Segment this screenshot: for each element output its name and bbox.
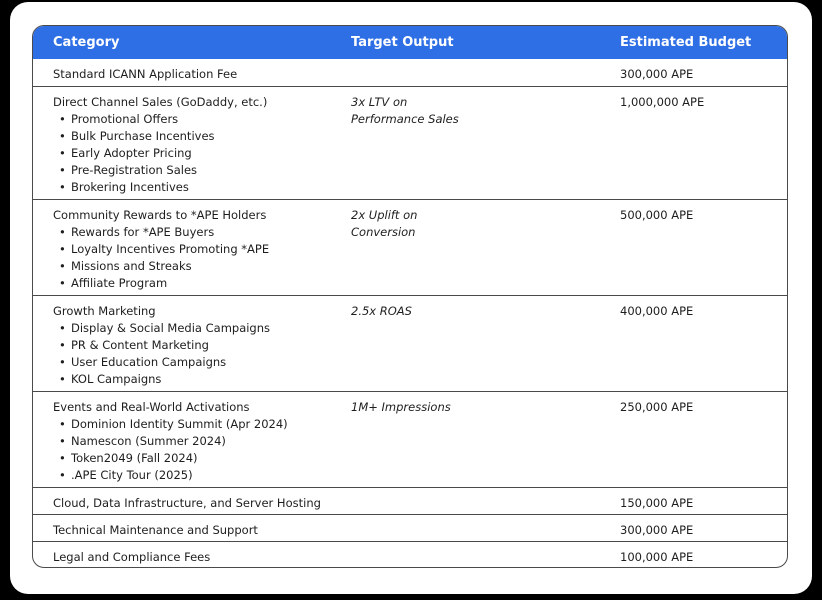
category-subitems [53, 224, 343, 292]
list-item: • Loyalty Incentives Promoting *APE [53, 241, 343, 258]
list-item: • Dominion Identity Summit (Apr 2024) [53, 416, 343, 433]
category-cell [53, 399, 343, 484]
category-title: Community Rewards to *APE Holders [53, 208, 267, 222]
list-item: • Missions and Streaks [53, 258, 343, 275]
list-item: • PR & Content Marketing [53, 337, 343, 354]
list-item: • User Education Campaigns [53, 354, 343, 371]
category-title: Technical Maintenance and Support [53, 523, 258, 537]
category-subitems [53, 111, 343, 196]
category-cell [53, 522, 343, 539]
table-header [33, 26, 787, 59]
list-item: • Token2049 (Fall 2024) [53, 450, 343, 467]
category-cell [53, 303, 343, 388]
category-title: Standard ICANN Application Fee [53, 67, 238, 81]
list-item: • Promotional Offers [53, 111, 343, 128]
list-item: • KOL Campaigns [53, 371, 343, 388]
target-output-cell: 2.5x ROAS [351, 304, 412, 318]
list-item: • Pre-Registration Sales [53, 162, 343, 179]
table-row [33, 514, 787, 541]
budget-cell: 300,000 APE [620, 523, 694, 537]
budget-table [32, 25, 788, 568]
budget-cell: 300,000 APE [620, 67, 694, 81]
table-row [33, 541, 787, 567]
table-row [33, 199, 787, 295]
category-cell [53, 66, 343, 83]
table-row [33, 59, 787, 86]
category-cell [53, 94, 343, 196]
list-item: • Brokering Incentives [53, 179, 343, 196]
table-row [33, 295, 787, 391]
list-item: • Early Adopter Pricing [53, 145, 343, 162]
header-target-output: Target Output [351, 35, 454, 50]
category-title: Direct Channel Sales (GoDaddy, etc.) [53, 95, 268, 109]
list-item: • Affiliate Program [53, 275, 343, 292]
target-output-cell: 1M+ Impressions [351, 400, 451, 414]
category-title: Growth Marketing [53, 304, 156, 318]
budget-cell: 100,000 APE [620, 550, 694, 564]
list-item: • Bulk Purchase Incentives [53, 128, 343, 145]
target-output-cell: 2x Uplift on Conversion [351, 208, 418, 239]
list-item: • .APE City Tour (2025) [53, 467, 343, 484]
list-item: • Display & Social Media Campaigns [53, 320, 343, 337]
list-item: • Rewards for *APE Buyers [53, 224, 343, 241]
category-title: Events and Real-World Activations [53, 400, 250, 414]
header-estimated-budget: Estimated Budget [620, 35, 752, 50]
category-cell [53, 549, 343, 566]
budget-cell: 500,000 APE [620, 208, 694, 222]
category-subitems [53, 416, 343, 484]
table-row [33, 487, 787, 514]
category-title: Legal and Compliance Fees [53, 550, 211, 564]
header-category: Category [53, 35, 120, 50]
table-body [33, 59, 787, 567]
category-cell [53, 207, 343, 292]
category-subitems [53, 320, 343, 388]
target-output-cell: 3x LTV on Performance Sales [351, 95, 459, 126]
list-item: • Namescon (Summer 2024) [53, 433, 343, 450]
table-row [33, 86, 787, 199]
budget-cell: 250,000 APE [620, 400, 694, 414]
budget-card [10, 2, 812, 594]
category-title: Cloud, Data Infrastructure, and Server Hosting [53, 496, 321, 510]
table-row [33, 391, 787, 487]
budget-cell: 400,000 APE [620, 304, 694, 318]
budget-cell: 1,000,000 APE [620, 95, 705, 109]
category-cell [53, 495, 343, 512]
budget-cell: 150,000 APE [620, 496, 694, 510]
